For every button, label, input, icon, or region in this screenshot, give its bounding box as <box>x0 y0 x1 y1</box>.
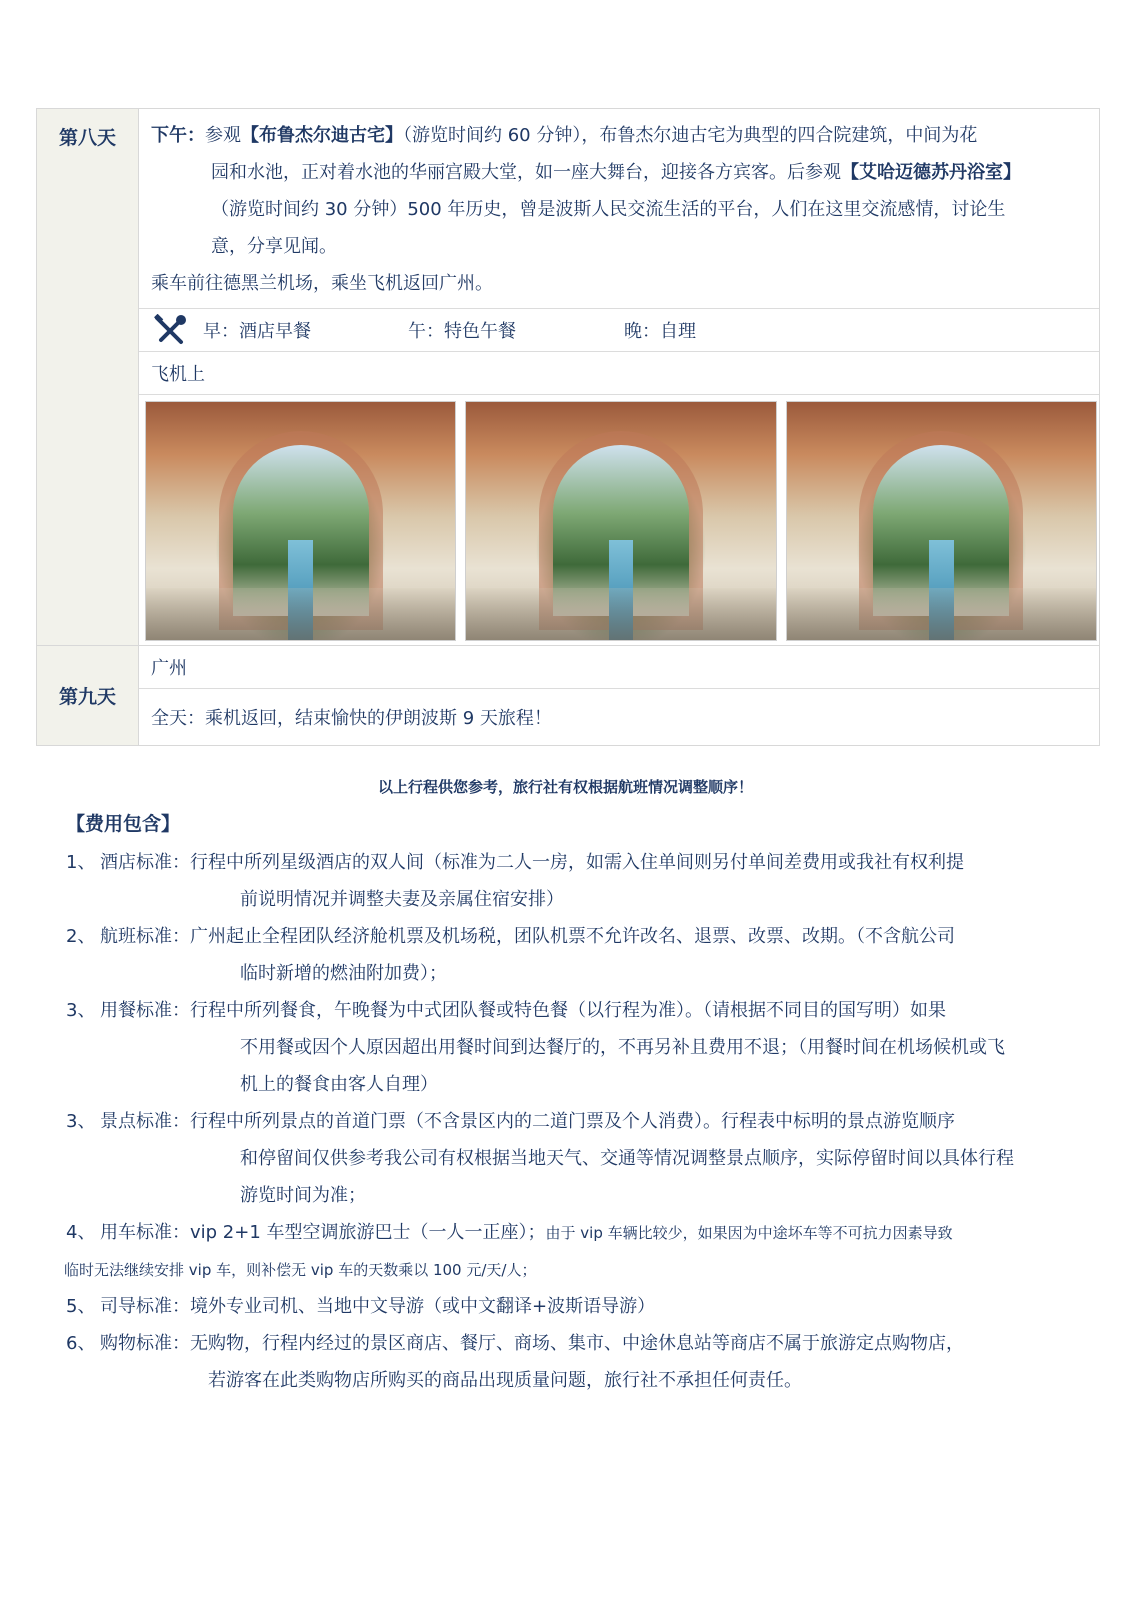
item-number: 5、 <box>66 1296 96 1317</box>
item-label: 用餐标准： <box>100 1000 190 1021</box>
meals-row <box>139 308 1099 351</box>
item-text: 境外专业司机、当地中文导游（或中文翻译+波斯语导游） <box>190 1296 656 1317</box>
fee-item <box>66 844 1056 918</box>
item-text: 行程中所列景点的首道门票（不含景区内的二道门票及个人消费）。行程表中标明的景点游览顺序 <box>190 1111 955 1132</box>
lodging-text: 飞机上 <box>139 351 1099 394</box>
day8-row <box>37 109 1099 645</box>
item-label: 用车标准： <box>100 1222 190 1243</box>
photo-strip <box>139 394 1099 645</box>
item-text: 前说明情况并调整夫妻及亲属住宿安排） <box>240 889 564 910</box>
fee-item <box>66 1288 1056 1325</box>
item-label: 司导标准： <box>100 1296 190 1317</box>
breakfast-text: 早：酒店早餐 <box>203 321 311 342</box>
fee-item <box>66 1214 1056 1252</box>
garden-photo-3 <box>786 401 1097 641</box>
item-text: 不用餐或因个人原因超出用餐时间到达餐厅的，不再另补且费用不退；（用餐时间在机场候机或飞 <box>240 1037 1005 1058</box>
dinner-text: 晚：自理 <box>624 321 696 342</box>
item-number: 3、 <box>66 1000 96 1021</box>
fees-section <box>66 808 1056 1399</box>
day9-row <box>37 645 1099 745</box>
desc-text: 意，分享见闻。 <box>211 236 337 257</box>
day9-city: 广州 <box>151 658 187 679</box>
site-name-1: 【布鲁杰尔迪古宅】 <box>241 125 403 146</box>
item-text: 广州起止全程团队经济舱机票及机场税，团队机票不允许改名、退票、改票、改期。（不含航公司 <box>190 926 955 947</box>
item-text: vip 2+1 车型空调旅游巴士（一人一正座）； <box>190 1222 546 1243</box>
day9-label: 第九天 <box>37 646 139 745</box>
fee-item <box>66 1103 1056 1214</box>
item-text: 和停留间仅供参考我公司有权根据当地天气、交通等情况调整景点顺序，实际停留时间以具体行程 <box>240 1148 1014 1169</box>
desc-text: 园和水池，正对着水池的华丽宫殿大堂，如一座大舞台，迎接各方宾客。后参观 <box>211 162 841 183</box>
fee-item <box>66 992 1056 1103</box>
day8-description <box>139 109 1099 308</box>
item-text: 若游客在此类购物店所购买的商品出现质量问题，旅行社不承担任何责任。 <box>208 1370 802 1391</box>
item-number: 2、 <box>66 926 96 947</box>
fee-item <box>66 1325 1056 1399</box>
day8-label: 第八天 <box>37 109 139 645</box>
itinerary-table <box>36 108 1100 746</box>
desc-text: （游览时间约 60 分钟），布鲁杰尔迪古宅为典型的四合院建筑，中间为花 <box>403 125 978 146</box>
itinerary-note: 以上行程供您参考，旅行社有权根据航班情况调整顺序！ <box>377 778 753 796</box>
item-text: 游览时间为准； <box>240 1185 366 1206</box>
item-label: 航班标准： <box>100 926 190 947</box>
item-text: 行程中所列餐食，午晚餐为中式团队餐或特色餐（以行程为准）。（请根据不同目的国写明）如果 <box>190 1000 946 1021</box>
transfer-text: 乘车前往德黑兰机场，乘坐飞机返回广州。 <box>151 273 493 294</box>
item-text: 临时新增的燃油附加费）； <box>240 963 447 984</box>
garden-photo-1 <box>145 401 456 641</box>
site-name-2: 【艾哈迈德苏丹浴室】 <box>841 162 1021 183</box>
desc-text: （游览时间约 30 分钟）500 年历史，曾是波斯人民交流生活的平台，人们在这里交流感情，讨论生 <box>211 199 1006 220</box>
fees-title: 【费用包含】 <box>66 813 181 835</box>
item-text: 机上的餐食由客人自理） <box>240 1074 438 1095</box>
item-text: 临时无法继续安排 vip 车，则补偿无 vip 车的天数乘以 100 元/天/人； <box>64 1261 537 1279</box>
item-text: 行程中所列星级酒店的双人间（标准为二人一房，如需入住单间则另付单间差费用或我社有权利提 <box>190 852 964 873</box>
afternoon-label: 下午： <box>151 125 205 146</box>
lunch-text: 午：特色午餐 <box>408 321 516 342</box>
item-number: 6、 <box>66 1333 96 1354</box>
day8-content <box>139 109 1099 645</box>
item-number: 4、 <box>66 1222 96 1243</box>
item-number: 1、 <box>66 852 96 873</box>
utensils-icon <box>153 314 189 346</box>
fee-item <box>66 918 1056 992</box>
item-text: 由于 vip 车辆比较少，如果因为中途坏车等不可抗力因素导致 <box>545 1224 953 1242</box>
day9-description: 全天：乘机返回，结束愉快的伊朗波斯 9 天旅程！ <box>139 688 1099 745</box>
garden-photo-2 <box>465 401 776 641</box>
item-text: 无购物，行程内经过的景区商店、餐厅、商场、集市、中途休息站等商店不属于旅游定点购物店， <box>190 1333 964 1354</box>
item-label: 酒店标准： <box>100 852 190 873</box>
item-number: 3、 <box>66 1111 96 1132</box>
item-label: 购物标准： <box>100 1333 190 1354</box>
item-label: 景点标准： <box>100 1111 190 1132</box>
desc-text: 参观 <box>205 125 241 146</box>
